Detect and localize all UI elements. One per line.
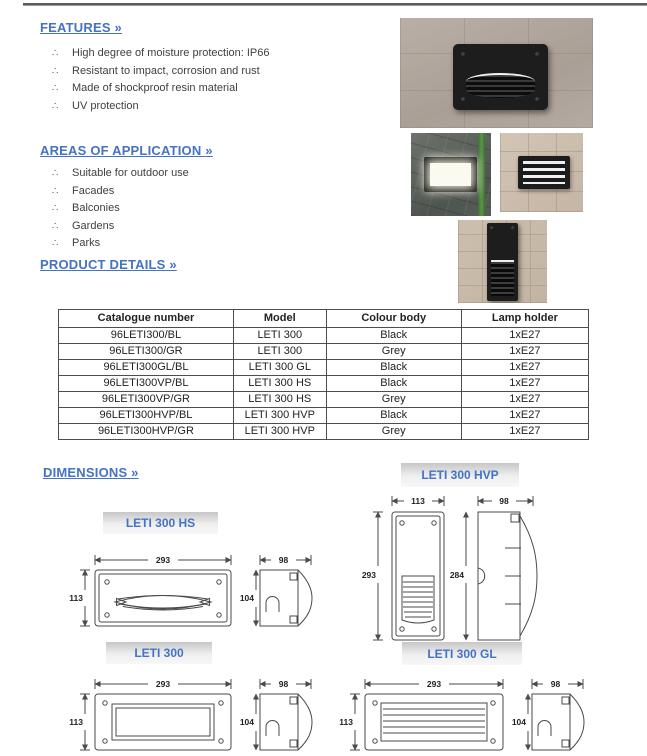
bullet-icon: ∴ <box>52 185 59 197</box>
table-row <box>59 424 589 440</box>
list-item-label: Resistant to impact, corrosion and rust <box>72 64 260 77</box>
dimension-drawing-leti-300-gl <box>333 670 591 756</box>
list-item-label: Gardens <box>72 219 115 232</box>
table-cell: Black <box>326 328 461 344</box>
table-cell: 1xE27 <box>461 376 588 392</box>
table-row <box>59 360 589 376</box>
table-cell: 1xE27 <box>461 328 588 344</box>
list-item <box>52 220 189 238</box>
dim-depth-label: 98 <box>278 555 289 565</box>
bullet-icon: ∴ <box>52 168 59 179</box>
list-item-label: Made of shockproof resin material <box>72 82 238 94</box>
table-cell: Grey <box>326 392 461 408</box>
top-divider-rule <box>23 3 647 6</box>
table-cell: Black <box>326 360 461 376</box>
areas-of-application-heading-link[interactable]: AREAS OF APPLICATION » <box>40 143 213 158</box>
dimension-drawing-leti-300-hs <box>68 546 313 638</box>
spec-table-header <box>59 310 589 328</box>
areas-list <box>52 167 189 255</box>
dim-height-label: 113 <box>339 717 353 727</box>
list-item-label: Facades <box>72 184 115 197</box>
table-cell: 96LETI300VP/BL <box>59 376 234 392</box>
bullet-icon: ∴ <box>52 65 59 77</box>
model-label-leti-300-gl: LETI 300 GL <box>402 642 522 665</box>
list-item <box>52 47 270 65</box>
list-item <box>52 167 189 185</box>
dim-depth-label: 98 <box>550 679 561 689</box>
table-row <box>59 328 589 344</box>
table-cell: 96LETI300VP/GR <box>59 392 234 408</box>
table-cell: LETI 300 GL <box>233 360 326 376</box>
bullet-icon: ∴ <box>52 48 59 59</box>
list-item-label: UV protection <box>72 99 139 112</box>
table-cell: LETI 300 HS <box>233 392 326 408</box>
dimension-drawing-leti-300 <box>68 670 313 756</box>
product-photo-louvered <box>500 133 583 212</box>
dim-height-label: 293 <box>361 570 376 580</box>
table-cell: Black <box>326 376 461 392</box>
list-item <box>52 100 270 118</box>
table-cell: 96LETI300/GR <box>59 344 234 360</box>
product-spec-table <box>58 309 589 440</box>
fixture-image <box>453 44 548 110</box>
product-photo-recessed-front <box>400 18 593 128</box>
table-cell: 1xE27 <box>461 408 588 424</box>
table-cell: 1xE27 <box>461 344 588 360</box>
table-cell: Grey <box>326 344 461 360</box>
table-cell: 1xE27 <box>461 392 588 408</box>
dim-width-label: 293 <box>426 679 442 689</box>
fixture-image <box>487 223 518 301</box>
dim-side-height-label: 104 <box>239 593 254 603</box>
list-item-label: High degree of moisture protection: IP66 <box>72 47 270 59</box>
bullet-icon: ∴ <box>52 100 59 112</box>
dim-width-label: 113 <box>411 496 425 506</box>
dim-side-height-label: 284 <box>449 570 464 580</box>
fixture-image <box>424 157 477 192</box>
list-item <box>52 65 270 83</box>
bullet-icon: ∴ <box>52 220 59 232</box>
dim-depth-label: 98 <box>499 496 509 506</box>
list-item <box>52 185 189 203</box>
bullet-icon: ∴ <box>52 238 59 249</box>
table-row <box>59 408 589 424</box>
dim-side-height-label: 104 <box>511 717 526 727</box>
column-header: Catalogue number <box>59 310 234 328</box>
table-row <box>59 392 589 408</box>
model-label-leti-300-hs: LETI 300 HS <box>103 512 218 534</box>
dim-width-label: 293 <box>155 555 171 565</box>
list-item-label: Suitable for outdoor use <box>72 167 189 179</box>
dimension-drawing-leti-300-hvp <box>356 486 568 650</box>
table-cell: 96LETI300/BL <box>59 328 234 344</box>
table-row <box>59 376 589 392</box>
column-header: Colour body <box>326 310 461 328</box>
dim-height-label: 113 <box>69 593 83 603</box>
table-cell: LETI 300 HVP <box>233 408 326 424</box>
list-item <box>52 237 189 255</box>
bullet-icon: ∴ <box>52 203 59 214</box>
list-item-label: Balconies <box>72 202 120 214</box>
bullet-icon: ∴ <box>52 83 59 94</box>
table-cell: 96LETI300HVP/GR <box>59 424 234 440</box>
table-cell: 1xE27 <box>461 360 588 376</box>
product-details-heading-link[interactable]: PRODUCT DETAILS » <box>40 257 177 272</box>
column-header: Lamp holder <box>461 310 588 328</box>
table-cell: LETI 300 <box>233 328 326 344</box>
table-row <box>59 344 589 360</box>
dim-height-label: 113 <box>69 717 83 727</box>
table-cell: LETI 300 HS <box>233 376 326 392</box>
dim-side-height-label: 104 <box>239 717 254 727</box>
product-photo-vertical <box>458 220 547 303</box>
column-header: Model <box>233 310 326 328</box>
table-cell: LETI 300 <box>233 344 326 360</box>
features-heading-link[interactable]: FEATURES » <box>40 20 122 35</box>
fixture-image <box>518 156 570 189</box>
dim-depth-label: 98 <box>278 679 289 689</box>
dimensions-heading-link[interactable]: DIMENSIONS » <box>43 465 139 480</box>
model-label-leti-300-hvp: LETI 300 HVP <box>401 463 519 487</box>
table-cell: 1xE27 <box>461 424 588 440</box>
table-cell: 96LETI300GL/BL <box>59 360 234 376</box>
list-item <box>52 82 270 100</box>
table-cell: LETI 300 HVP <box>233 424 326 440</box>
model-label-leti-300: LETI 300 <box>106 642 212 664</box>
pipe-image <box>478 133 485 216</box>
table-cell: 96LETI300HVP/BL <box>59 408 234 424</box>
table-cell: Grey <box>326 424 461 440</box>
dim-width-label: 293 <box>155 679 171 689</box>
product-photo-illuminated <box>411 133 491 216</box>
list-item-label: Parks <box>72 237 101 249</box>
features-list <box>52 47 270 117</box>
table-cell: Black <box>326 408 461 424</box>
list-item <box>52 202 189 220</box>
